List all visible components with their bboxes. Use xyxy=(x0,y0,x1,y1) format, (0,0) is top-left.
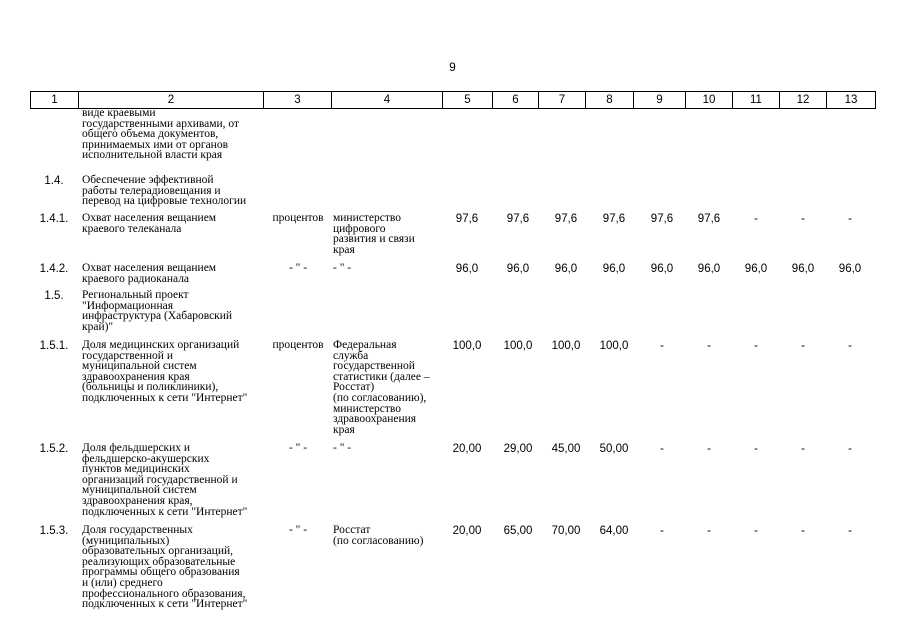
row-value-col-7: 97,6 xyxy=(554,213,578,225)
row-value-col-12: - xyxy=(801,525,805,537)
row-value-col-5: 97,6 xyxy=(455,213,479,225)
row-value-col-6: 96,0 xyxy=(506,263,530,275)
row-responsible: - " - xyxy=(333,442,352,454)
row-value-col-10: - xyxy=(707,525,711,537)
row-value-col-7: 100,0 xyxy=(551,340,581,352)
row-responsible: Росстат (по согласованию) xyxy=(333,524,424,547)
header-col-9: 9 xyxy=(633,92,685,108)
row-value-col-11: - xyxy=(754,443,758,455)
row-value-col-13: - xyxy=(848,340,852,352)
row-value-col-5: 20,00 xyxy=(452,525,482,537)
row-value-col-13: - xyxy=(848,525,852,537)
row-value-col-7: 45,00 xyxy=(551,443,581,455)
row-value-col-8: 100,0 xyxy=(599,340,629,352)
row-value-col-6: 97,6 xyxy=(506,213,530,225)
row-indicator-name: Доля государственных (муниципальных) образовательных организаций, реализующих образовательные программы общего образования и (или) среднего профессионального образования, подключенных к сети "Интернет" xyxy=(82,524,248,611)
row-responsible: министерство цифрового развития и связи края xyxy=(333,212,415,256)
row-value-col-9: 96,0 xyxy=(650,263,674,275)
header-col-10: 10 xyxy=(685,92,732,108)
row-indicator-name: Охват населения вещанием краевого телеканала xyxy=(82,212,217,235)
page-number: 9 xyxy=(449,60,456,74)
row-responsible: Федеральная служба государственной статистики (далее – Росстат) (по согласованию), министерство здравоохранения края xyxy=(333,339,430,436)
row-value-col-13: 96,0 xyxy=(838,263,862,275)
row-value-col-12: - xyxy=(801,443,805,455)
row-value-col-10: 97,6 xyxy=(697,213,721,225)
header-col-3: 3 xyxy=(263,92,331,108)
row-code: 1.4. xyxy=(44,175,64,187)
row-code: 1.4.1. xyxy=(39,213,69,225)
row-indicator-name: Доля медицинских организаций государственной и муниципальной систем здравоохранения края (больницы и поликлиники), подключенных к сети "Интернет" xyxy=(82,339,248,404)
row-unit: - " - xyxy=(288,524,308,536)
row-value-col-10: - xyxy=(707,443,711,455)
header-col-7: 7 xyxy=(538,92,585,108)
row-value-col-9: - xyxy=(660,443,664,455)
row-value-col-7: 96,0 xyxy=(554,263,578,275)
row-value-col-12: - xyxy=(801,340,805,352)
row-value-col-9: 97,6 xyxy=(650,213,674,225)
row-value-col-8: 64,00 xyxy=(599,525,629,537)
row-indicator-name: Доля фельдшерских и фельдшерско-акушерских пунктов медицинских организаций государственной и муниципальной систем здравоохранения края, подключенных к сети "Интернет" xyxy=(82,442,248,518)
row-unit: процентов xyxy=(272,212,324,224)
row-code: 1.5. xyxy=(44,290,64,302)
row-unit: - " - xyxy=(288,262,308,274)
row-indicator-name: Региональный проект "Информационная инфраструктура (Хабаровский край)" xyxy=(82,289,233,333)
row-value-col-6: 100,0 xyxy=(503,340,533,352)
row-value-col-11: - xyxy=(754,525,758,537)
row-value-col-8: 96,0 xyxy=(602,263,626,275)
header-col-5: 5 xyxy=(442,92,492,108)
row-indicator-name: виде краевыми государственными архивами, от общего объема документов, принимаемых ими от органов исполнительной власти края xyxy=(82,107,240,162)
row-code: 1.5.3. xyxy=(39,525,69,537)
row-value-col-9: - xyxy=(660,340,664,352)
row-value-col-11: - xyxy=(754,340,758,352)
row-value-col-11: 96,0 xyxy=(744,263,768,275)
header-col-13: 13 xyxy=(826,92,875,108)
row-value-col-10: 96,0 xyxy=(697,263,721,275)
row-value-col-8: 97,6 xyxy=(602,213,626,225)
table-header xyxy=(30,91,876,109)
row-value-col-13: - xyxy=(848,443,852,455)
row-code: 1.4.2. xyxy=(39,263,69,275)
row-value-col-5: 96,0 xyxy=(455,263,479,275)
header-col-4: 4 xyxy=(331,92,442,108)
row-value-col-11: - xyxy=(754,213,758,225)
row-indicator-name: Обеспечение эффективной работы телерадиовещания и перевод на цифровые технологии xyxy=(82,174,247,208)
row-value-col-9: - xyxy=(660,525,664,537)
row-value-col-6: 29,00 xyxy=(503,443,533,455)
row-value-col-6: 65,00 xyxy=(503,525,533,537)
header-col-8: 8 xyxy=(585,92,633,108)
header-col-1: 1 xyxy=(51,94,58,106)
header-col-11: 11 xyxy=(732,92,779,108)
header-col-12: 12 xyxy=(779,92,826,108)
row-code: 1.5.1. xyxy=(39,340,69,352)
row-value-col-13: - xyxy=(848,213,852,225)
row-unit: - " - xyxy=(288,442,308,454)
header-col-2: 2 xyxy=(78,92,263,108)
row-value-col-10: - xyxy=(707,340,711,352)
row-value-col-5: 20,00 xyxy=(452,443,482,455)
row-responsible: - " - xyxy=(333,262,352,274)
row-indicator-name: Охват населения вещанием краевого радиоканала xyxy=(82,262,217,285)
header-col-6: 6 xyxy=(492,92,538,108)
row-value-col-7: 70,00 xyxy=(551,525,581,537)
row-value-col-5: 100,0 xyxy=(452,340,482,352)
row-value-col-8: 50,00 xyxy=(599,443,629,455)
row-unit: процентов xyxy=(272,339,324,351)
row-value-col-12: - xyxy=(801,213,805,225)
row-code: 1.5.2. xyxy=(39,443,69,455)
row-value-col-12: 96,0 xyxy=(791,263,815,275)
